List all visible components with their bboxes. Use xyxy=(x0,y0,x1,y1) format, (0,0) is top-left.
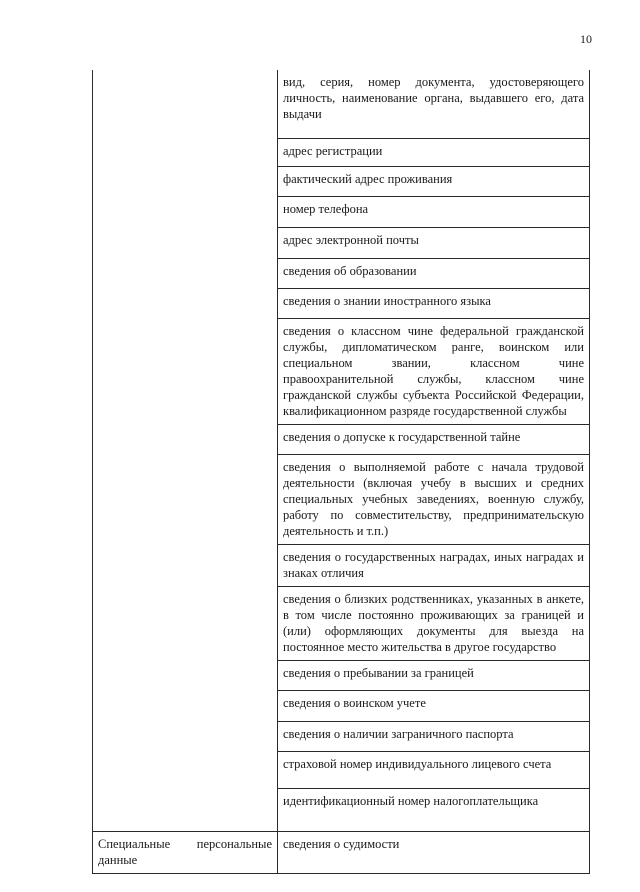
data-item-cell: адрес регистрации xyxy=(278,138,590,166)
table-row xyxy=(93,831,590,873)
data-item-cell: сведения о знании иностранного языка xyxy=(278,288,590,318)
data-item-cell: страховой номер индивидуального лицевого счета xyxy=(278,751,590,788)
category-label: Специальные персональные данные xyxy=(98,836,272,867)
data-item-cell: сведения о государственных наградах, иных наградах и знаках отличия xyxy=(278,544,590,586)
page-number: 10 xyxy=(580,32,592,46)
data-item-cell: идентификационный номер налогоплательщика xyxy=(278,788,590,831)
table-row xyxy=(93,70,590,138)
data-item-cell: сведения об образовании xyxy=(278,258,590,288)
data-item-cell: сведения о наличии заграничного паспорта xyxy=(278,721,590,751)
data-item-cell: номер телефона xyxy=(278,196,590,227)
category-cell xyxy=(93,831,278,873)
data-item-cell: сведения о классном чине федеральной гражданской службы, дипломатическом ранге, воинском или специальном звании, классном чине правоохранительной службы, классном чине гражданской службы субъекта Российской Федерации, квалификационном разряде государственной службы xyxy=(278,318,590,424)
data-item-cell: вид, серия, номер документа, удостоверяющего личность, наименование органа, выдавшего его, дата выдачи xyxy=(278,70,590,138)
data-item-cell: сведения о судимости xyxy=(278,831,590,873)
data-item-cell: сведения о допуске к государственной тайне xyxy=(278,424,590,454)
data-item-cell: фактический адрес проживания xyxy=(278,166,590,196)
personal-data-table xyxy=(92,70,590,874)
data-item-cell: сведения о пребывании за границей xyxy=(278,660,590,690)
data-item-cell: сведения о близких родственниках, указанных в анкете, в том числе постоянно проживающих за границей и (или) оформляющих документы для выезда на постоянное место жительства в другое государство xyxy=(278,586,590,660)
data-item-cell: сведения о воинском учете xyxy=(278,690,590,721)
category-cell xyxy=(93,70,278,831)
data-item-cell: сведения о выполняемой работе с начала трудовой деятельности (включая учебу в высших и средних специальных учебных заведениях, военную службу, работу по совместительству, предпринимательскую деятельность и т.п.) xyxy=(278,454,590,544)
data-item-cell: адрес электронной почты xyxy=(278,227,590,258)
